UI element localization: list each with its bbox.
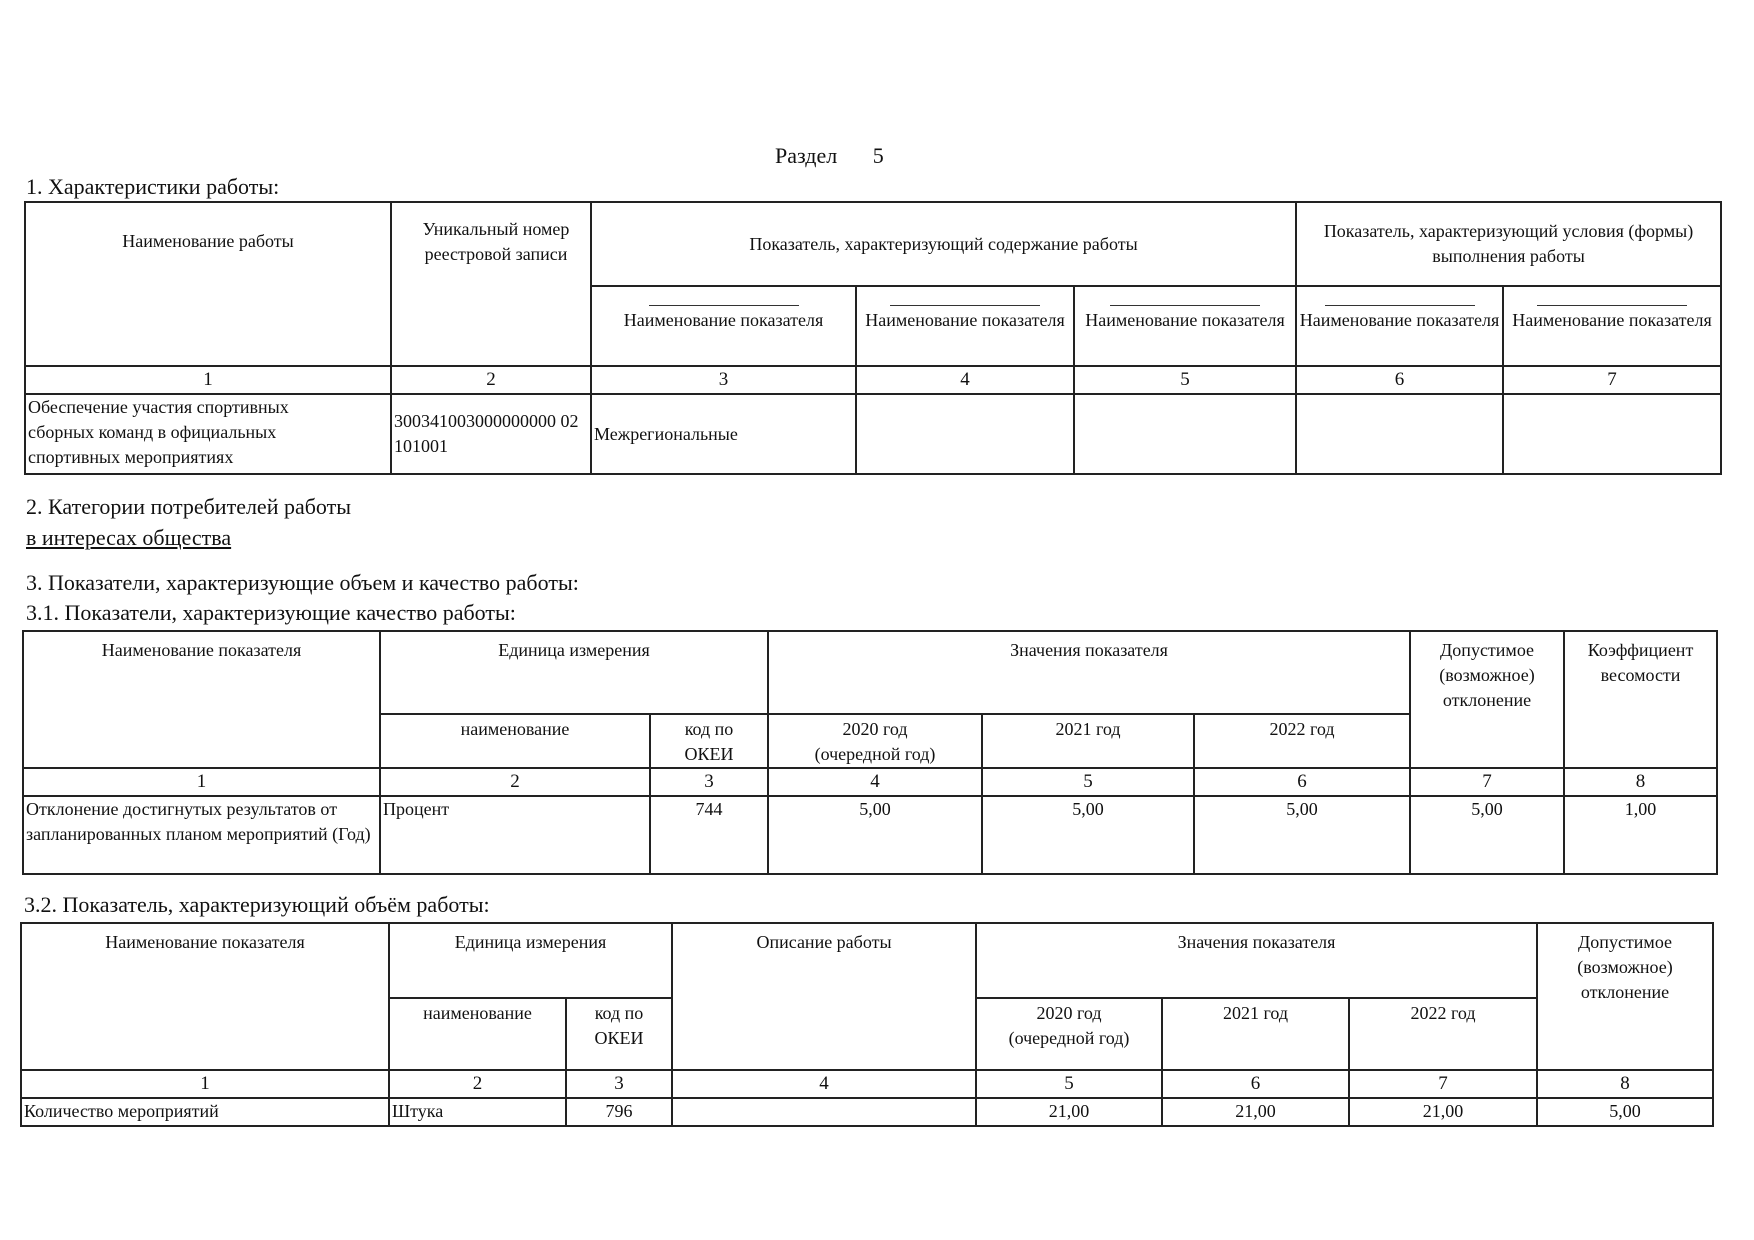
content-cell-4 (856, 394, 1074, 474)
v-header-2022: 2022 год (1349, 998, 1537, 1070)
v-row-okei: 796 (566, 1098, 672, 1126)
v-row-name: Количество мероприятий (21, 1098, 389, 1126)
blank-line (1110, 305, 1260, 306)
content-cell-3: Межрегиональные (591, 394, 856, 474)
v-colnum-7: 7 (1349, 1070, 1537, 1098)
q-header-2021: 2021 год (982, 714, 1194, 768)
header-indicator-7: Наименование показателя (1503, 286, 1721, 366)
q-row-2022: 5,00 (1194, 796, 1410, 874)
header-content: Показатель, характеризующий содержание работы (591, 202, 1296, 286)
v-header-deviation: Допустимое (возможное) отклонение (1537, 923, 1713, 1070)
q-colnum-6: 6 (1194, 768, 1410, 796)
q-row-2021: 5,00 (982, 796, 1194, 874)
v-row-deviation: 5,00 (1537, 1098, 1713, 1126)
v-header-2020: 2020 год (очередной год) (976, 998, 1162, 1070)
v-colnum-2: 2 (389, 1070, 566, 1098)
v-header-okei: код по ОКЕИ (566, 998, 672, 1070)
s3v-title: 3.2. Показатель, характеризующий объём работы: (24, 892, 490, 917)
header-indicator-3: Наименование показателя (591, 286, 856, 366)
header-conditions: Показатель, характеризующий условия (формы) выполнения работы (1296, 202, 1721, 286)
header-indicator-6: Наименование показателя (1296, 286, 1503, 366)
blank-line (1537, 305, 1687, 306)
q-row-deviation: 5,00 (1410, 796, 1564, 874)
q-header-unit-name: наименование (380, 714, 650, 768)
volume-indicators-table (20, 922, 1714, 1127)
section-label: Раздел (775, 143, 838, 168)
work-name-cell: Обеспечение участия спортивных сборных команд в официальных спортивных мероприятиях (25, 394, 391, 474)
blank-line (890, 305, 1040, 306)
section-heading (775, 143, 884, 169)
v-colnum-8: 8 (1537, 1070, 1713, 1098)
v-row-2021: 21,00 (1162, 1098, 1349, 1126)
q-colnum-7: 7 (1410, 768, 1564, 796)
q-colnum-8: 8 (1564, 768, 1717, 796)
v-colnum-5: 5 (976, 1070, 1162, 1098)
q-colnum-5: 5 (982, 768, 1194, 796)
v-header-values: Значения показателя (976, 923, 1537, 998)
colnum-4: 4 (856, 366, 1074, 394)
colnum-1: 1 (25, 366, 391, 394)
content-cell-5 (1074, 394, 1296, 474)
header-work-name: Наименование работы (25, 202, 391, 366)
regnum-cell: 300341003000000000 02101001 (391, 394, 591, 474)
q-header-2022: 2022 год (1194, 714, 1410, 768)
v-colnum-3: 3 (566, 1070, 672, 1098)
q-header-deviation: Допустимое (возможное) отклонение (1410, 631, 1564, 768)
v-colnum-6: 6 (1162, 1070, 1349, 1098)
q-colnum-4: 4 (768, 768, 982, 796)
colnum-5: 5 (1074, 366, 1296, 394)
q-row-okei: 744 (650, 796, 768, 874)
condition-cell-7 (1503, 394, 1721, 474)
v-header-2021: 2021 год (1162, 998, 1349, 1070)
q-row-2020: 5,00 (768, 796, 982, 874)
q-row-coef: 1,00 (1564, 796, 1717, 874)
s3-title: 3. Показатели, характеризующие объем и качество работы: (26, 570, 579, 595)
v-row-2020: 21,00 (976, 1098, 1162, 1126)
v-colnum-4: 4 (672, 1070, 976, 1098)
q-header-values: Значения показателя (768, 631, 1410, 714)
colnum-3: 3 (591, 366, 856, 394)
q-header-okei: код по ОКЕИ (650, 714, 768, 768)
s3q-title: 3.1. Показатели, характеризующие качество работы: (26, 600, 516, 625)
q-colnum-1: 1 (23, 768, 380, 796)
condition-cell-6 (1296, 394, 1503, 474)
colnum-2: 2 (391, 366, 591, 394)
s2-value: в интересах общества (26, 525, 232, 550)
colnum-6: 6 (1296, 366, 1503, 394)
v-colnum-1: 1 (21, 1070, 389, 1098)
v-row-2022: 21,00 (1349, 1098, 1537, 1126)
header-indicator-4: Наименование показателя (856, 286, 1074, 366)
q-colnum-2: 2 (380, 768, 650, 796)
v-header-desc: Описание работы (672, 923, 976, 1070)
quality-indicators-table (22, 630, 1718, 875)
colnum-7: 7 (1503, 366, 1721, 394)
header-regnum: Уникальный номер реестровой записи (391, 202, 591, 366)
s1-title: 1. Характеристики работы: (26, 174, 280, 199)
q-header-unit: Единица измерения (380, 631, 768, 714)
v-header-unit: Единица измерения (389, 923, 672, 998)
v-row-desc (672, 1098, 976, 1126)
v-header-unit-name: наименование (389, 998, 566, 1070)
blank-line (1325, 305, 1475, 306)
header-indicator-5: Наименование показателя (1074, 286, 1296, 366)
q-header-name: Наименование показателя (23, 631, 380, 768)
blank-line (649, 305, 799, 306)
s2-title: 2. Категории потребителей работы (26, 494, 352, 519)
q-row-name: Отклонение достигнутых результатов от запланированных планом мероприятий (Год) (23, 796, 380, 874)
section-number: 5 (872, 143, 884, 168)
work-characteristics-table (24, 201, 1722, 475)
q-row-unit: Процент (380, 796, 650, 874)
q-header-2020: 2020 год (очередной год) (768, 714, 982, 768)
v-header-name: Наименование показателя (21, 923, 389, 1070)
v-row-unit: Штука (389, 1098, 566, 1126)
q-colnum-3: 3 (650, 768, 768, 796)
q-header-coef: Коэффициент весомости (1564, 631, 1717, 768)
